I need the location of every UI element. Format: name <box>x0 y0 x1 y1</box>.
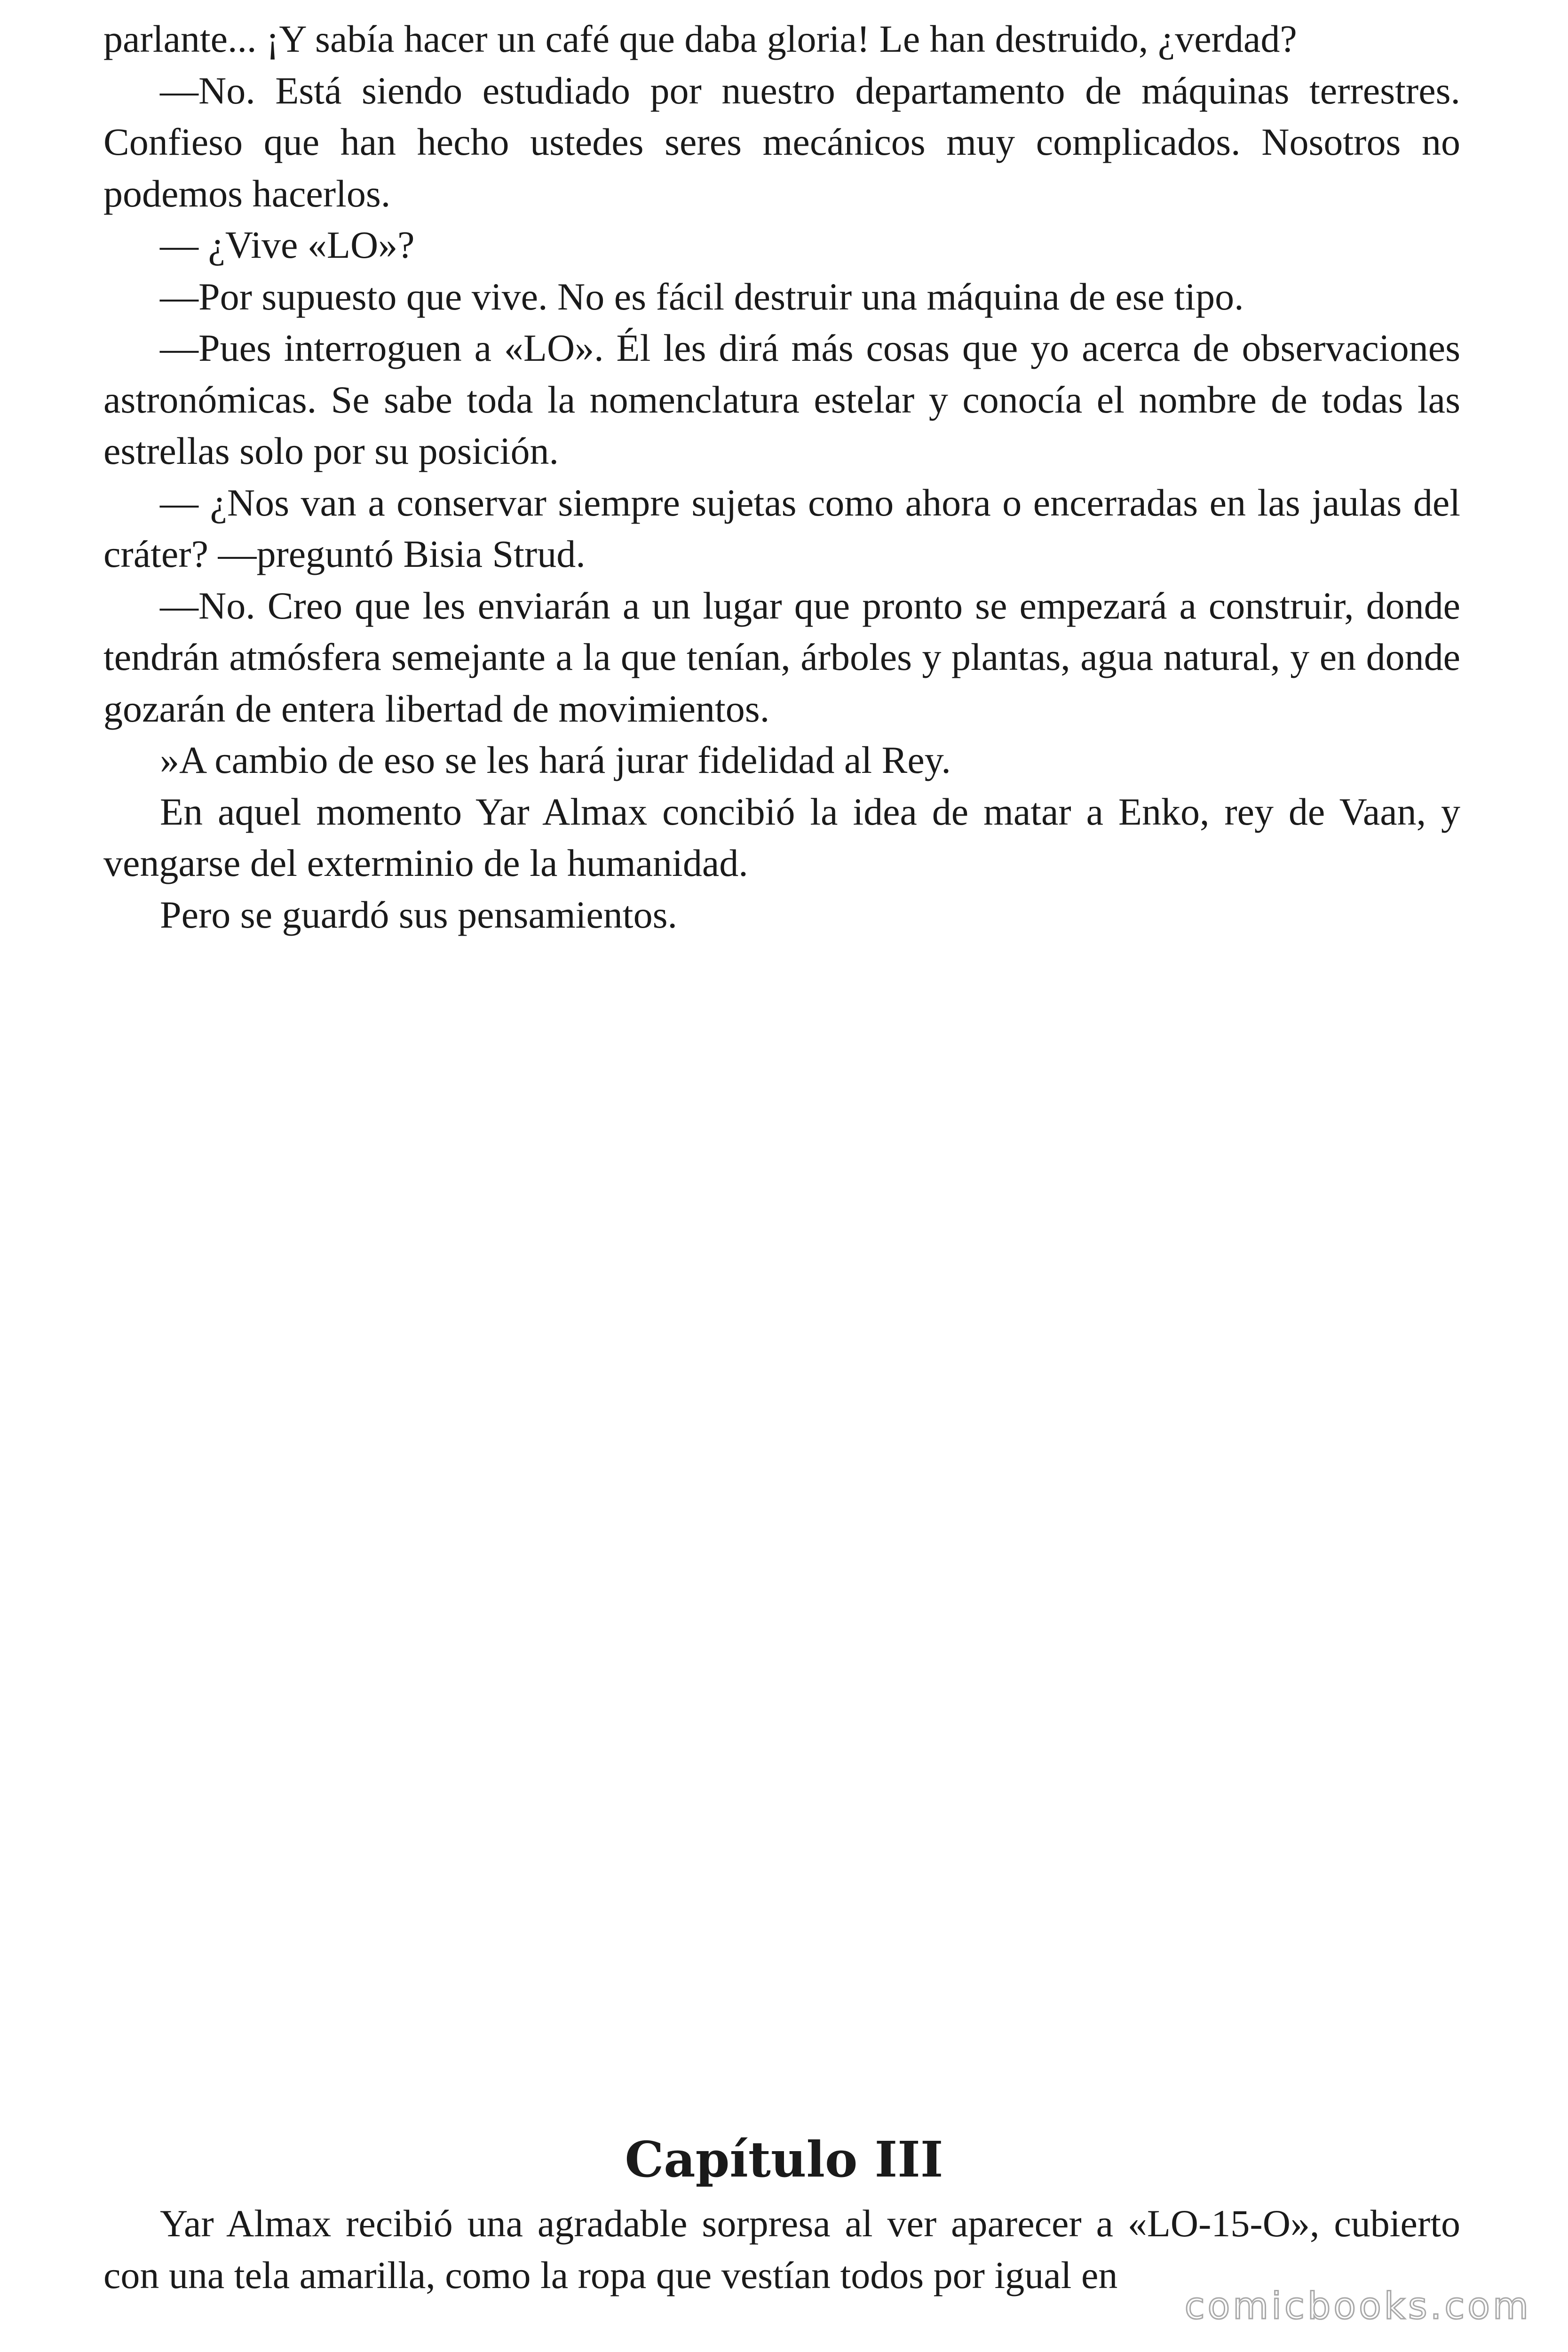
paragraph: —Pues interroguen a «LO». Él les dirá más cosas que yo acerca de observaciones astronómicas. Se sabe toda la nomenclatura estelar y conocía el nombre de todas las estrellas solo por su posición. <box>103 326 1460 472</box>
paragraph: Pero se guardó sus pensamientos. <box>160 893 677 936</box>
paragraph: Yar Almax recibió una agradable sorpresa al ver aparecer a «LO-15-O», cubierto con una tela amarilla, como la ropa que vestían todos por igual en <box>103 2202 1460 2296</box>
paragraph: »A cambio de eso se les hará jurar fidelidad al Rey. <box>160 739 951 781</box>
paragraph: parlante... ¡Y sabía hacer un café que daba gloria! Le han destruido, ¿verdad? <box>103 17 1297 60</box>
chapter-title: Capítulo III <box>625 2130 943 2189</box>
paragraph: — ¿Nos van a conservar siempre sujetas como ahora o encerradas en las jaulas del cráter? —preguntó Bisia Strud. <box>103 481 1460 575</box>
watermark-logo: comicbooks.com <box>1184 2285 1531 2328</box>
body-text-top <box>103 13 1460 940</box>
paragraph: En aquel momento Yar Almax concibió la idea de matar a Enko, rey de Vaan, y vengarse del exterminio de la humanidad. <box>103 790 1460 884</box>
paragraph: —No. Está siendo estudiado por nuestro departamento de máquinas terrestres. Confieso que han hecho ustedes seres mecánicos muy complicados. Nosotros no podemos hacerlos. <box>103 69 1460 215</box>
paragraph: —Por supuesto que vive. No es fácil destruir una máquina de ese tipo. <box>160 275 1244 318</box>
paragraph: — ¿Vive «LO»? <box>160 223 415 266</box>
paragraph: —No. Creo que les enviarán a un lugar que pronto se empezará a construir, donde tendrán atmósfera semejante a la que tenían, árboles y plantas, agua natural, y en donde gozarán de entera libertad de movimientos. <box>103 584 1460 730</box>
